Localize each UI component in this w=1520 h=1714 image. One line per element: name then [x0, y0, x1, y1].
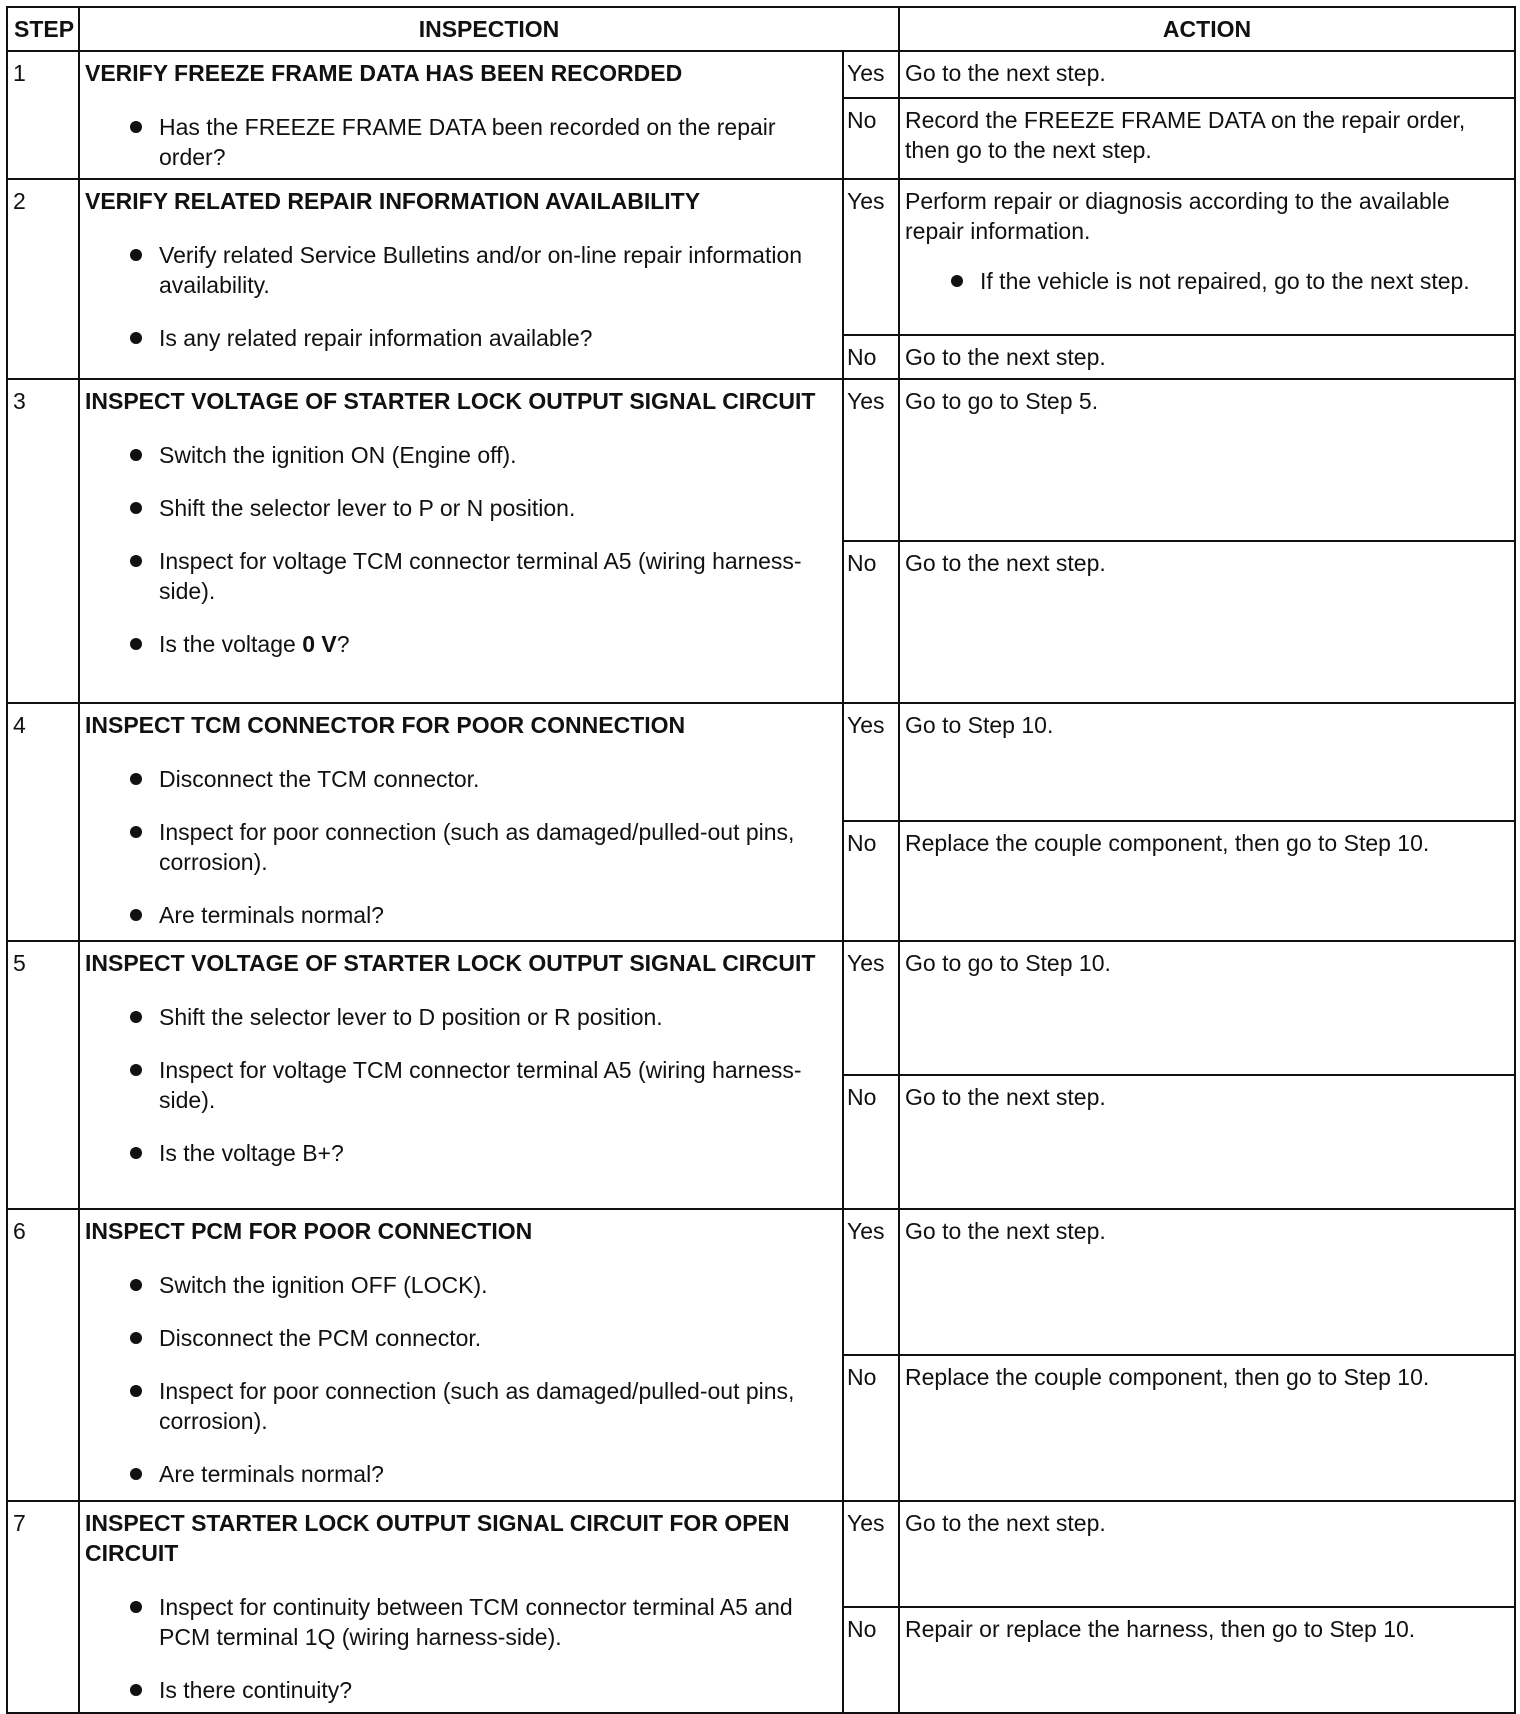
no-action: Record the FREEZE FRAME DATA on the repair order, then go to the next step. — [899, 98, 1515, 179]
step-title: VERIFY RELATED REPAIR INFORMATION AVAILABILITY — [85, 188, 701, 214]
inspection-list — [85, 1592, 836, 1705]
step-1-yes-row — [7, 51, 1515, 98]
inspection-item: Inspect for poor connection (such as damaged/pulled-out pins, corrosion). — [85, 1376, 836, 1436]
inspection-item: Inspect for poor connection (such as damaged/pulled-out pins, corrosion). — [85, 817, 836, 877]
header-action: ACTION — [899, 7, 1515, 51]
yes-label: Yes — [843, 1209, 899, 1355]
no-label: No — [843, 1075, 899, 1209]
inspection-cell — [79, 1501, 843, 1713]
header-step: STEP — [7, 7, 79, 51]
step-title: INSPECT VOLTAGE OF STARTER LOCK OUTPUT SIGNAL CIRCUIT — [85, 388, 816, 414]
yes-action: Go to the next step. — [899, 1209, 1515, 1355]
step-title: INSPECT VOLTAGE OF STARTER LOCK OUTPUT SIGNAL CIRCUIT — [85, 950, 816, 976]
yes-label: Yes — [843, 179, 899, 335]
step-2-yes-row — [7, 179, 1515, 335]
no-label: No — [843, 821, 899, 941]
inspection-list — [85, 440, 836, 659]
step-number: 2 — [7, 179, 79, 379]
inspection-item: Has the FREEZE FRAME DATA been recorded on the repair order? — [85, 112, 836, 172]
inspection-item: Disconnect the PCM connector. — [85, 1323, 836, 1353]
inspection-list — [85, 240, 836, 353]
action-item: If the vehicle is not repaired, go to the next step. — [905, 266, 1508, 296]
diagnostic-table — [6, 6, 1516, 1714]
no-label: No — [843, 541, 899, 703]
action-list — [905, 266, 1508, 296]
no-label: No — [843, 98, 899, 179]
no-action: Go to the next step. — [899, 335, 1515, 379]
inspection-cell — [79, 379, 843, 703]
no-action: Repair or replace the harness, then go to Step 10. — [899, 1607, 1515, 1713]
inspection-list — [85, 1002, 836, 1168]
yes-action: Go to go to Step 5. — [899, 379, 1515, 541]
inspection-list — [85, 1270, 836, 1489]
step-4-yes-row — [7, 703, 1515, 821]
step-number: 1 — [7, 51, 79, 179]
no-action: Replace the couple component, then go to Step 10. — [899, 821, 1515, 941]
step-7-yes-row — [7, 1501, 1515, 1607]
inspection-item: Disconnect the TCM connector. — [85, 764, 836, 794]
yes-action: Go to the next step. — [899, 1501, 1515, 1607]
no-action: Go to the next step. — [899, 541, 1515, 703]
inspection-item: Inspect for voltage TCM connector terminal A5 (wiring harness-side). — [85, 546, 836, 606]
yes-action-text: Perform repair or diagnosis according to the available repair information. — [905, 188, 1450, 244]
no-label: No — [843, 1355, 899, 1501]
step-3-yes-row — [7, 379, 1515, 541]
step-number: 6 — [7, 1209, 79, 1501]
inspection-cell — [79, 1209, 843, 1501]
step-number: 3 — [7, 379, 79, 703]
inspection-item — [85, 629, 836, 659]
yes-label: Yes — [843, 379, 899, 541]
header-inspection: INSPECTION — [79, 7, 899, 51]
no-action: Replace the couple component, then go to Step 10. — [899, 1355, 1515, 1501]
step-title: INSPECT PCM FOR POOR CONNECTION — [85, 1218, 533, 1244]
yes-label: Yes — [843, 1501, 899, 1607]
yes-action — [899, 179, 1515, 335]
yes-label: Yes — [843, 703, 899, 821]
inspection-item: Is there continuity? — [85, 1675, 836, 1705]
yes-action: Go to Step 10. — [899, 703, 1515, 821]
header-row — [7, 7, 1515, 51]
question-suffix: ? — [336, 631, 350, 657]
step-number: 5 — [7, 941, 79, 1209]
inspection-item: Are terminals normal? — [85, 900, 836, 930]
inspection-item: Is the voltage B+? — [85, 1138, 836, 1168]
inspection-item: Inspect for continuity between TCM connector terminal A5 and PCM terminal 1Q (wiring harness-side). — [85, 1592, 836, 1652]
inspection-cell — [79, 179, 843, 379]
no-action: Go to the next step. — [899, 1075, 1515, 1209]
yes-label: Yes — [843, 941, 899, 1075]
step-title: INSPECT STARTER LOCK OUTPUT SIGNAL CIRCUIT FOR OPEN CIRCUIT — [85, 1510, 790, 1566]
inspection-cell — [79, 51, 843, 179]
inspection-item: Switch the ignition ON (Engine off). — [85, 440, 836, 470]
inspection-cell — [79, 703, 843, 941]
inspection-item: Are terminals normal? — [85, 1459, 836, 1489]
step-title: INSPECT TCM CONNECTOR FOR POOR CONNECTION — [85, 712, 686, 738]
inspection-item: Shift the selector lever to P or N position. — [85, 493, 836, 523]
inspection-item: Shift the selector lever to D position or R position. — [85, 1002, 836, 1032]
question-prefix: Is the voltage — [159, 631, 303, 657]
diagnostic-procedure-document — [6, 6, 1514, 1706]
inspection-item: Inspect for voltage TCM connector terminal A5 (wiring harness-side). — [85, 1055, 836, 1115]
step-5-yes-row — [7, 941, 1515, 1075]
inspection-item: Switch the ignition OFF (LOCK). — [85, 1270, 836, 1300]
no-label: No — [843, 335, 899, 379]
inspection-item: Verify related Service Bulletins and/or on-line repair information availability. — [85, 240, 836, 300]
step-6-yes-row — [7, 1209, 1515, 1355]
inspection-list — [85, 764, 836, 930]
step-number: 7 — [7, 1501, 79, 1713]
inspection-item: Is any related repair information available? — [85, 323, 836, 353]
inspection-cell — [79, 941, 843, 1209]
question-value: 0 V — [302, 631, 337, 657]
yes-action: Go to the next step. — [899, 51, 1515, 98]
step-title: VERIFY FREEZE FRAME DATA HAS BEEN RECORDED — [85, 60, 683, 86]
yes-label: Yes — [843, 51, 899, 98]
no-label: No — [843, 1607, 899, 1713]
inspection-list — [85, 112, 836, 172]
yes-action: Go to go to Step 10. — [899, 941, 1515, 1075]
step-number: 4 — [7, 703, 79, 941]
